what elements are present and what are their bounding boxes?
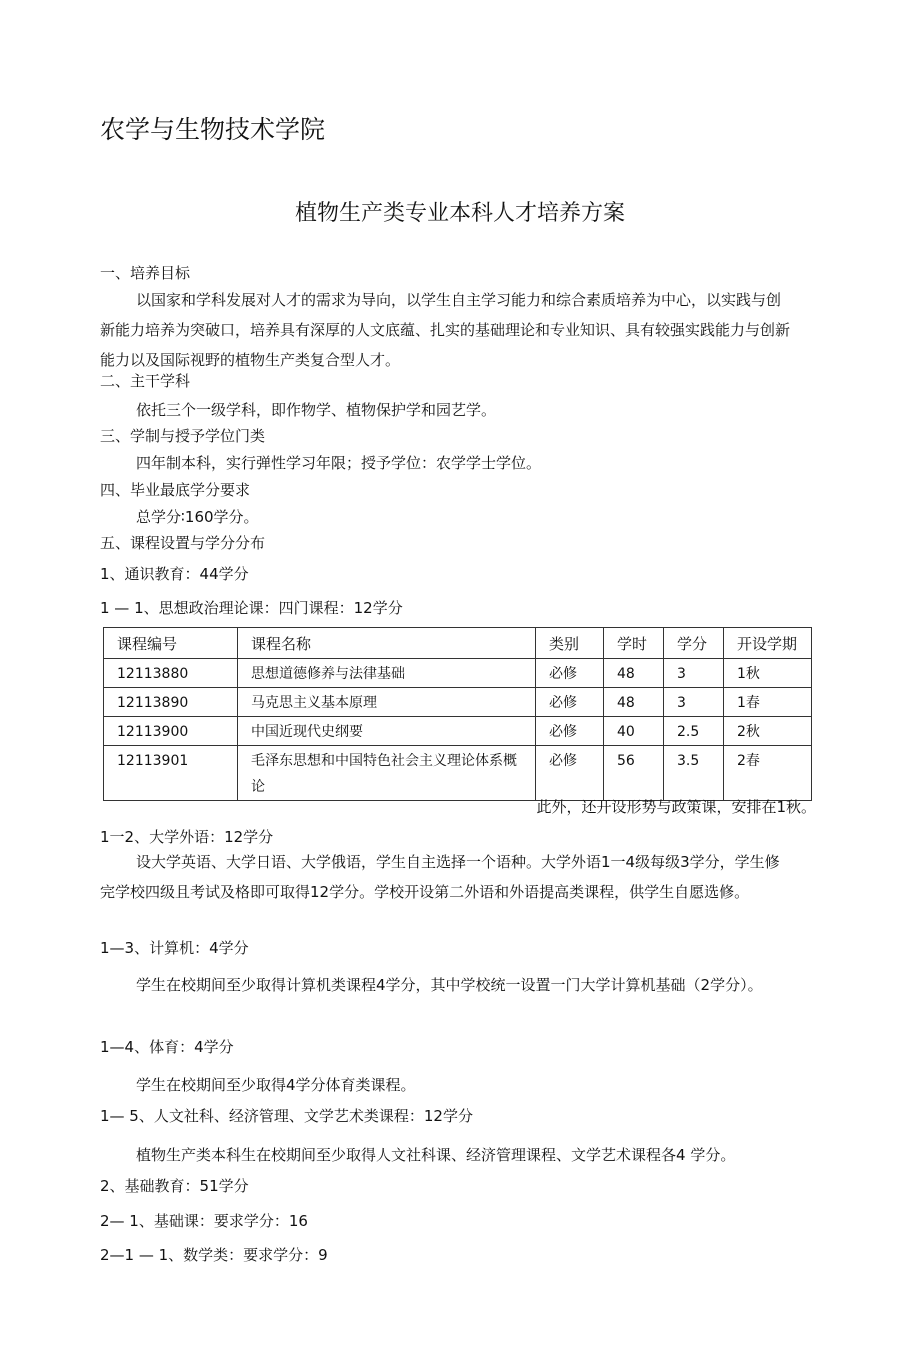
table-row xyxy=(104,746,812,801)
foundation-courses-heading: 2— 1、基础课：要求学分：16 xyxy=(100,1212,308,1230)
course-code: 12113900 xyxy=(104,717,238,746)
college-name: 农学与生物技术学院 xyxy=(100,115,326,144)
course-hours: 40 xyxy=(604,717,664,746)
table-row xyxy=(104,717,812,746)
foreign-language-heading: 1一2、大学外语：12学分 xyxy=(100,828,274,846)
section-body-goals: 以国家和学科发展对人才的需求为导向，以学生自主学习能力和综合素质培养为中心，以实践与创新能力培养为突破口，培养具有深厚的人文底蕴、扎实的基础理论和专业知识、具有较强实践能力与创新能力以及国际视野的植物生产类复合型人才。 xyxy=(100,291,791,369)
computer-body: 学生在校期间至少取得计算机类课程4学分，其中学校统一设置一门大学计算机基础（2学分）。 xyxy=(136,976,763,994)
humanities-body: 植物生产类本科生在校期间至少取得人文社科课、经济管理课程、文学艺术课程各4 学分。 xyxy=(136,1146,736,1164)
course-term: 2秋 xyxy=(724,717,812,746)
pe-heading: 1—4、体育：4学分 xyxy=(100,1038,234,1056)
politics-courses-heading: 1 — 1、思想政治理论课：四门课程：12学分 xyxy=(100,599,403,617)
section-heading-goals: 一、培养目标 xyxy=(100,264,191,282)
course-name: 思想道德修养与法律基础 xyxy=(238,659,536,688)
header-cell: 类别 xyxy=(536,628,604,659)
course-hours: 48 xyxy=(604,659,664,688)
course-type: 必修 xyxy=(536,717,604,746)
table-row xyxy=(104,688,812,717)
header-cell: 课程编号 xyxy=(104,628,238,659)
section-body-credits: 总学分∶160学分。 xyxy=(136,508,259,526)
course-type: 必修 xyxy=(536,688,604,717)
computer-heading: 1—3、计算机：4学分 xyxy=(100,939,249,957)
course-term: 1春 xyxy=(724,688,812,717)
table-note: 此外，还开设形势与政策课，安排在1秋。 xyxy=(536,798,816,816)
course-credits: 2.5 xyxy=(664,717,724,746)
document-title: 植物生产类专业本科人才培养方案 xyxy=(294,201,625,226)
section-body-disciplines: 依托三个一级学科，即作物学、植物保护学和园艺学。 xyxy=(136,401,497,419)
course-term: 1秋 xyxy=(724,659,812,688)
pe-body: 学生在校期间至少取得4学分体育类课程。 xyxy=(136,1076,416,1094)
section-body-degree: 四年制本科，实行弹性学习年限；授予学位：农学学士学位。 xyxy=(136,454,542,472)
section-heading-disciplines: 二、主干学科 xyxy=(100,372,191,390)
course-term: 2春 xyxy=(724,746,812,801)
section-heading-curriculum: 五、课程设置与学分分布 xyxy=(100,534,266,552)
course-name: 中国近现代史纲要 xyxy=(238,717,536,746)
humanities-heading: 1— 5、人文社科、经济管理、文学艺术类课程：12学分 xyxy=(100,1107,473,1125)
header-cell: 学分 xyxy=(664,628,724,659)
section-heading-degree: 三、学制与授予学位门类 xyxy=(100,427,266,445)
course-name: 毛泽东思想和中国特色社会主义理论体系概论 xyxy=(238,746,536,801)
basic-education-heading: 2、基础教育：51学分 xyxy=(100,1177,249,1195)
header-cell: 课程名称 xyxy=(238,628,536,659)
general-education-heading: 1、通识教育：44学分 xyxy=(100,565,249,583)
course-credits: 3 xyxy=(664,688,724,717)
course-code: 12113880 xyxy=(104,659,238,688)
course-code: 12113890 xyxy=(104,688,238,717)
table-header-row xyxy=(104,628,812,659)
course-credits: 3 xyxy=(664,659,724,688)
header-cell: 学时 xyxy=(604,628,664,659)
math-courses-heading: 2—1 — 1、数学类：要求学分：9 xyxy=(100,1246,328,1264)
course-type: 必修 xyxy=(536,659,604,688)
header-cell: 开设学期 xyxy=(724,628,812,659)
course-code: 12113901 xyxy=(104,746,238,801)
course-type: 必修 xyxy=(536,746,604,801)
politics-courses-table xyxy=(103,627,812,801)
foreign-language-body: 设大学英语、大学日语、大学俄语，学生自主选择一个语种。大学外语1一4级每级3学分，学生修完学校四级且考试及格即可取得12学分。学校开设第二外语和外语提高类课程，供学生自愿选修。 xyxy=(100,853,780,901)
course-credits: 3.5 xyxy=(664,746,724,801)
course-name: 马克思主义基本原理 xyxy=(238,688,536,717)
course-hours: 48 xyxy=(604,688,664,717)
table-row xyxy=(104,659,812,688)
section-heading-credits: 四、毕业最底学分要求 xyxy=(100,481,251,499)
course-hours: 56 xyxy=(604,746,664,801)
